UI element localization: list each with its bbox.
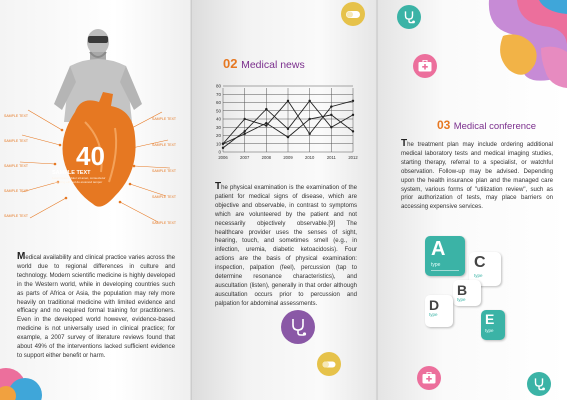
data-point (352, 130, 354, 132)
medical-kit-icon (413, 54, 437, 78)
section-title: Medical news (241, 59, 305, 71)
stat-badge (52, 143, 114, 184)
x-tick-label: 2008 (261, 155, 271, 160)
pill-icon (341, 2, 365, 26)
fold-line (376, 0, 378, 400)
x-tick-label: 2006 (218, 155, 228, 160)
y-tick-label: 40 (215, 116, 221, 122)
data-point (243, 130, 245, 132)
data-point (330, 114, 332, 116)
dropcap: T (401, 138, 408, 149)
stethoscope-icon (527, 372, 551, 396)
x-tick-label: 2007 (240, 155, 250, 160)
medical-kit-icon (417, 366, 441, 390)
section-heading-03 (437, 118, 536, 132)
y-tick-label: 60 (215, 100, 221, 105)
section-heading-02 (223, 56, 305, 71)
card-d: D type (425, 295, 453, 327)
badge-title: SAMPLE TEXT (52, 170, 91, 176)
data-point (243, 118, 245, 120)
y-tick-label: 30 (215, 124, 221, 130)
stethoscope-icon (397, 5, 421, 29)
y-tick-label: 50 (215, 108, 221, 114)
data-point (352, 100, 354, 102)
dropcap: T (215, 181, 222, 192)
middle-body (215, 183, 357, 309)
stethoscope-icon (281, 310, 315, 344)
data-point (265, 124, 267, 126)
decor-blobs (469, 0, 567, 88)
fold-line (190, 0, 192, 400)
x-tick-label: 2009 (283, 155, 293, 160)
badge-caption: Lorem ipsum dolor sit amet, consectetur adipiscing elit sed do eiusmod tempor (52, 176, 106, 184)
data-point (330, 126, 332, 128)
card-c: C type (469, 252, 501, 286)
x-tick-label: 2010 (305, 155, 315, 160)
dropcap: M (17, 251, 26, 262)
section-title: Medical conference (453, 121, 537, 132)
y-tick-label: 80 (215, 83, 221, 89)
x-tick-label: 2011 (326, 155, 336, 160)
y-tick-label: 20 (215, 133, 221, 138)
section-number: 03 (437, 118, 451, 132)
data-point (222, 147, 224, 149)
data-point (308, 118, 310, 120)
card-b: B type (453, 280, 481, 306)
right-panel (377, 0, 567, 400)
y-tick-label: 0 (218, 149, 221, 155)
x-tick-label: 2012 (348, 155, 358, 160)
card-a: A type (425, 236, 465, 276)
line-chart (209, 82, 359, 162)
card-e: E type (481, 310, 505, 340)
middle-panel (191, 0, 377, 400)
left-body (17, 253, 175, 361)
y-tick-label: 70 (215, 91, 221, 97)
data-point (222, 143, 224, 145)
data-point (308, 100, 310, 102)
right-body (401, 140, 553, 212)
data-point (352, 114, 354, 116)
data-point (243, 133, 245, 135)
data-point (287, 136, 289, 138)
badge-number: 40 (76, 141, 105, 171)
callout-labels-left: SAMPLE TEXT SAMPLE TEXT SAMPLE TEXT SAMPLE TEXT SAMPLE TEXT (4, 114, 29, 218)
left-body-text: edical availability and clinical practice varies across the world due to regional differences in culture and technology. Modern scientific medicine is highly developed in the Western world, while in developing countries such as parts of Africa or Asia, the population may rely more heavily on traditional medicine with limited evidence and efficacy and no required formal training for practitioners. Even in the developed world however, evidence-based medicine is not universally used in clinical practice; for example, a 2007 survey of literature reviews found that about 49% of the interventions lacked sufficient evidence to support either benefit or harm. (17, 254, 175, 359)
middle-body-text: he physical examination is the examination of the patient for medical signs of disease, which are objective and observable, in contrast to symptoms which are volunteered by the patient and not necessarily objectively observable.[9] The healthcare provider uses the senses of sight, hearing, touch, and sometimes smell (e.g., in infection, uremia, diabetic ketoacidosis). Four actions are the basis of physical examination: inspection, palpation (feel), percussion (tap to determine resonance characteristics), and auscultation (listen), generally in that order although auscultation occurs prior to percussion and palpation for abdominal assessments. (215, 184, 357, 307)
callout-labels-right: SAMPLE TEXT SAMPLE TEXT SAMPLE TEXT SAMPLE TEXT SAMPLE TEXT (152, 117, 177, 225)
data-point (308, 133, 310, 135)
data-point (265, 108, 267, 110)
pill-icon (317, 352, 341, 376)
data-point (265, 122, 267, 124)
left-panel (0, 0, 191, 400)
right-body-text: he treatment plan may include ordering additional medical laboratory tests and medical imaging studies, starting therapy, referral to a specialist, or watchful observation. Follow-up may be advised. Depending upon the health insurance plan and the managed care system, various forms of "utilization review", such as prior authorization of tests, may place barriers on accessing expensive services. (401, 141, 553, 211)
data-point (287, 100, 289, 102)
data-point (287, 128, 289, 130)
section-number: 02 (223, 56, 238, 71)
y-tick-label: 10 (215, 141, 221, 147)
data-point (330, 105, 332, 107)
